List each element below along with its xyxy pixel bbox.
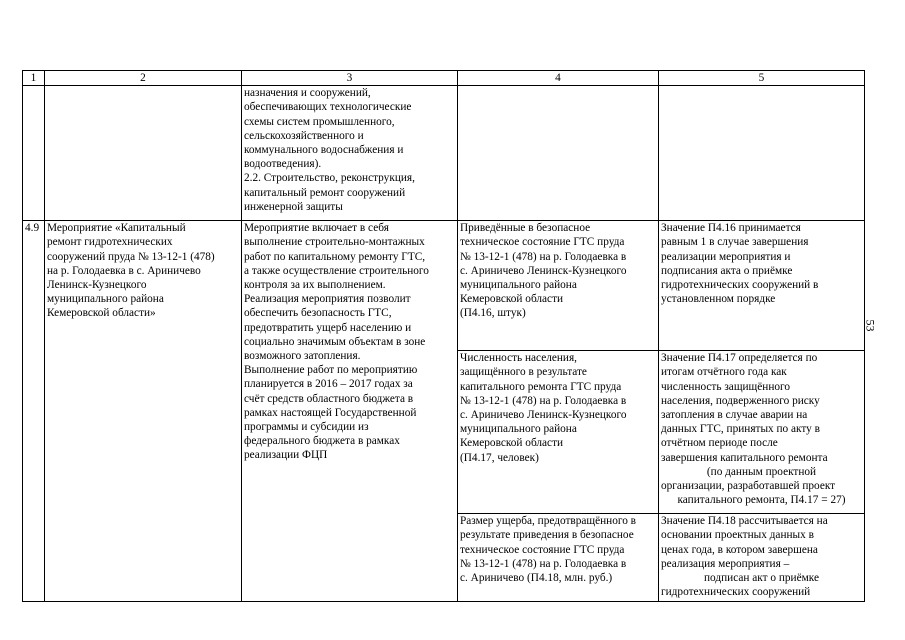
text-line: а также осуществление строительного	[244, 264, 429, 277]
text-line: № 13-12-1 (478) на р. Голодаевка в	[460, 394, 627, 407]
text-line: Кемеровской области	[460, 293, 564, 306]
text-line: результате приведения в безопасное	[460, 529, 634, 542]
text-line: Численность населения,	[460, 352, 577, 365]
text-line: капитального ремонта ГТС пруда	[460, 380, 622, 393]
indicator-p4-17-method	[659, 351, 865, 514]
text-line: техническое состояние ГТС пруда	[460, 543, 625, 556]
text-line: отчётном периоде после	[661, 437, 778, 450]
text-line: данных ГТС, принятых по акту в	[661, 423, 820, 436]
indicator-p4-17-name	[458, 351, 659, 514]
text-line: сооружений пруда № 13-12-1 (478)	[47, 250, 215, 263]
measure-description-cell	[242, 221, 458, 602]
text-line: назначения и сооружений,	[244, 87, 371, 100]
table-row-4-9-a	[23, 221, 865, 351]
text-line: рамках настоящей Государственной	[244, 406, 417, 419]
text-line: муниципального района	[460, 423, 577, 436]
page-number: 53	[863, 319, 878, 332]
text-line: Приведённые в безопасное	[460, 222, 591, 235]
text-line: реализация мероприятия –	[661, 557, 790, 570]
text-line: контроля за их выполнением.	[244, 279, 386, 292]
text-line: Кемеровской области	[460, 437, 564, 450]
column-number-1: 1	[23, 71, 45, 86]
cont-indicator-cell	[458, 86, 659, 221]
text-line: ремонт гидротехнических	[47, 236, 173, 249]
text-line: № 13-12-1 (478) на р. Голодаевка в	[460, 250, 627, 263]
text-line: установленном порядке	[661, 293, 776, 306]
text-line: реализации ФЦП	[244, 449, 328, 462]
column-number-5: 5	[659, 71, 865, 86]
text-line: Выполнение работ по мероприятию	[244, 364, 418, 377]
text-line: Значение П4.16 принимается	[661, 222, 801, 235]
text-line: № 13-12-1 (478) на р. Голодаевка в	[460, 557, 627, 570]
text-line: социально значимым объектам в зоне	[244, 335, 426, 348]
text-line: инженерной защиты	[244, 200, 343, 213]
indicator-p4-18-method	[659, 514, 865, 602]
cont-number-cell	[23, 86, 45, 221]
text-line: ценах года, в котором завершена	[661, 543, 818, 556]
indicator-p4-16-method	[659, 221, 865, 351]
continuation-row	[23, 86, 865, 221]
text-line: с. Ариничево Ленинск-Кузнецкого	[460, 409, 627, 422]
text-line: на р. Голодаевка в с. Ариничево	[47, 264, 201, 277]
text-line: Реализация мероприятия позволит	[244, 293, 411, 306]
text-line: Значение П4.17 определяется по	[661, 352, 818, 365]
text-line: муниципального района	[47, 293, 164, 306]
text-line: обеспечивающих технологические	[244, 101, 412, 114]
text-line: подписания акта о приёмке	[661, 264, 793, 277]
text-line: защищённого в результате	[460, 366, 587, 379]
text-line: итогам отчётного года как	[661, 366, 787, 379]
text-line: Кемеровской области»	[47, 307, 156, 320]
cont-method-cell	[659, 86, 865, 221]
cont-measure-cell	[45, 86, 242, 221]
text-line: коммунального водоснабжения и	[244, 144, 404, 157]
text-line: населения, подверженного риску	[661, 394, 820, 407]
text-line: возможного затопления.	[244, 350, 361, 363]
text-line: работ по капитальному ремонту ГТС,	[244, 250, 426, 263]
text-line: счёт средств областного бюджета в	[244, 392, 414, 405]
text-line: основании проектных данных в	[661, 529, 814, 542]
row-number: 4.9	[23, 221, 45, 602]
text-line: с. Ариничево (П4.18, млн. руб.)	[460, 572, 613, 585]
text-line: Мероприятие «Капитальный	[47, 222, 186, 235]
text-line: программы и субсидии из	[244, 421, 369, 434]
text-line: капитального ремонта, П4.17 = 27)	[677, 494, 846, 507]
text-line: Размер ущерба, предотвращённого в	[460, 515, 637, 528]
text-line: реализации мероприятия и	[661, 250, 791, 263]
column-number-2: 2	[45, 71, 242, 86]
text-line: Значение П4.18 рассчитывается на	[661, 515, 828, 528]
text-line: (по данным проектной	[706, 465, 817, 478]
text-line: численность защищённого	[661, 380, 791, 393]
cont-description-cell	[242, 86, 458, 221]
text-line: планируется в 2016 – 2017 годах за	[244, 378, 413, 391]
text-line: организации, разработавшей проект	[661, 480, 836, 493]
text-line: подписан акт о приёмке	[704, 572, 819, 585]
measure-name-cell	[45, 221, 242, 602]
text-line: 2.2. Строительство, реконструкция,	[244, 172, 415, 185]
text-line: затопления в случае аварии на	[661, 409, 808, 422]
text-line: (П4.16, штук)	[460, 307, 526, 320]
text-line: федерального бюджета в рамках	[244, 435, 400, 448]
text-line: выполнение строительно-монтажных	[244, 236, 425, 249]
text-line: Ленинск-Кузнецкого	[47, 279, 147, 292]
document-table	[22, 70, 865, 602]
text-line: Мероприятие включает в себя	[244, 222, 389, 235]
text-line: равным 1 в случае завершения	[661, 236, 809, 249]
text-line: предотвратить ущерб населению и	[244, 321, 412, 334]
text-line: (П4.17, человек)	[460, 451, 539, 464]
indicator-p4-16-name	[458, 221, 659, 351]
text-line: муниципального района	[460, 279, 577, 292]
text-line: обеспечить безопасность ГТС,	[244, 307, 392, 320]
text-line: гидротехнических сооружений в	[661, 279, 819, 292]
text-line: завершения капитального ремонта	[661, 451, 828, 464]
text-line: сельскохозяйственного и	[244, 129, 364, 142]
text-line: водоотведения).	[244, 158, 322, 171]
text-line: гидротехнических сооружений	[661, 586, 811, 599]
column-number-3: 3	[242, 71, 458, 86]
column-number-row	[23, 71, 865, 86]
text-line: схемы систем промышленного,	[244, 115, 395, 128]
text-line: с. Ариничево Ленинск-Кузнецкого	[460, 264, 627, 277]
text-line: капитальный ремонт сооружений	[244, 186, 406, 199]
text-line: техническое состояние ГТС пруда	[460, 236, 625, 249]
indicator-p4-18-name	[458, 514, 659, 602]
column-number-4: 4	[458, 71, 659, 86]
